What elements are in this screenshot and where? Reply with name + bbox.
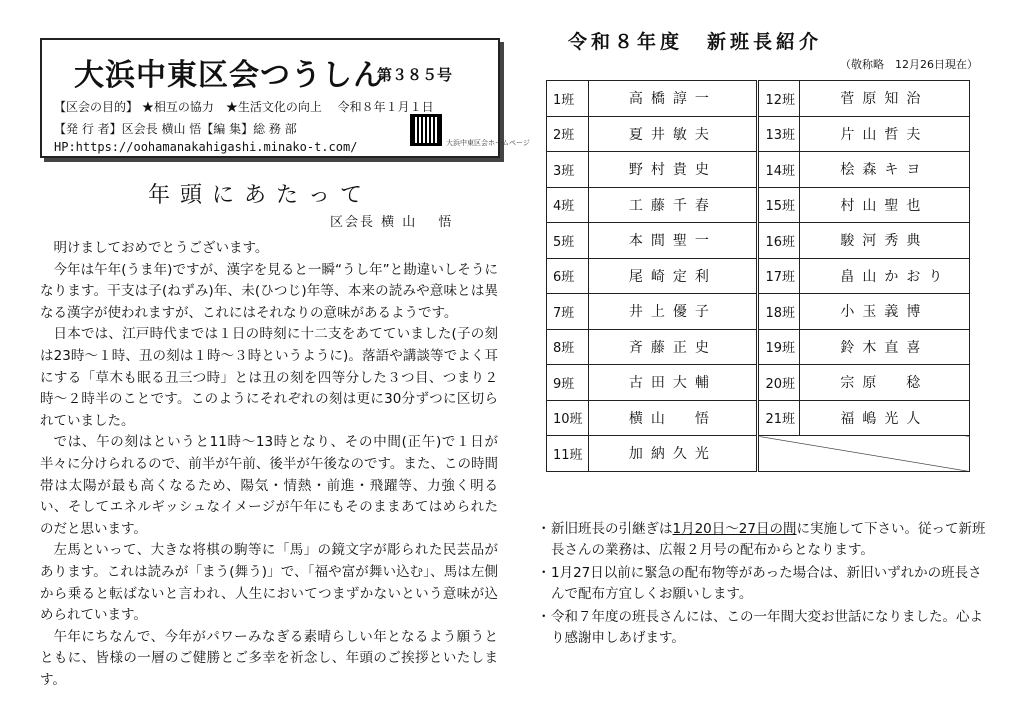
list-item — [535, 519, 990, 561]
table-row — [547, 436, 970, 472]
purpose-line: 【区会の目的】 ★相互の協力 ★生活文化の向上 令和８年１月１日 — [54, 100, 434, 114]
note-text: に実施して下さい。従って新班長さんの業務は、広報２月号の配布からとなります。 — [551, 521, 986, 558]
table-row — [547, 81, 970, 117]
leader-name: 菅原知治 — [800, 81, 970, 117]
group-number: 12班 — [758, 81, 800, 117]
publisher-line: 【発 行 者】区会長 横山 悟【編 集】総 務 部 — [54, 122, 297, 136]
group-number: 6班 — [547, 258, 589, 294]
leader-name: 高橋諄一 — [588, 81, 758, 117]
notes-list — [535, 519, 990, 651]
table-row — [547, 329, 970, 365]
greeting-author: 区会長 横 山 悟 — [330, 215, 454, 230]
group-number: 15班 — [758, 187, 800, 223]
masthead-box — [40, 38, 530, 158]
group-number: 20班 — [758, 365, 800, 401]
leader-name: 古田大輔 — [588, 365, 758, 401]
qr-caption: 大浜中東区会ホームページ — [446, 139, 530, 147]
note-text: 1月27日以前に緊急の配布物等があった場合は、新旧いずれかの班長さんで配布方宜しくお願いします。 — [551, 565, 982, 602]
paragraph: では、午の刻はというと11時～13時となり、その中間(正午)で１日が半々に分けられるので、前半が午前、後半が午後なのです。また、この時間帯は太陽が最も高くなるため、陽気・情熱・前進・飛躍等、力強く明るい、そしてエネルギッシュなイメージが午年にもそのままあてはめられたのだと思います。 — [40, 434, 498, 537]
leader-name: 片山哲夫 — [800, 116, 970, 152]
table-row — [547, 116, 970, 152]
list-item — [535, 563, 990, 605]
group-number: 7班 — [547, 294, 589, 330]
paragraph: 日本では、江戸時代までは１日の時刻に十二支をあてていました(子の刻は23時～１時、丑の刻は１時～３時というように)。落語や講談等でよく耳にする「草木も眠る丑三つ時」とは丑の刻を四等分した３つ目、つまり２時～２時半のことです。このようにそれぞれの刻は更に30分ずつに区切られていました。 — [40, 326, 498, 429]
greeting-title: 年頭にあたって — [148, 183, 373, 208]
table-row — [547, 223, 970, 259]
paragraph: 左馬といって、大きな将棋の駒等に「馬」の鏡文字が彫られた民芸品があります。これは読みが「まう(舞う)」で、「福や富が舞い込む」、馬は左側から乗ると転ばないと言われ、人生においてつまずかないという意味が込められています。 — [40, 542, 498, 624]
bullet-icon: ・ — [537, 609, 551, 625]
leader-name: 駿河秀典 — [800, 223, 970, 259]
roster-table — [546, 80, 970, 472]
roster-title-main: 新班長紹介 — [707, 31, 823, 53]
leader-name: 横山 悟 — [588, 400, 758, 436]
leader-name: 尾崎定利 — [588, 258, 758, 294]
leader-name: 宗原 稔 — [800, 365, 970, 401]
bullet-icon: ・ — [537, 565, 551, 581]
roster-note: （敬称略 12月26日現在） — [840, 58, 978, 71]
roster-title-year: 令和８年度 — [568, 31, 684, 53]
group-number: 17班 — [758, 258, 800, 294]
leader-name: 加納久光 — [588, 436, 758, 472]
newsletter-title: 大浜中東区会つうしん — [74, 58, 384, 93]
group-number: 11班 — [547, 436, 589, 472]
table-row — [547, 258, 970, 294]
group-number: 3班 — [547, 152, 589, 188]
table-row — [547, 400, 970, 436]
paragraph: 今年は午年(うま年)ですが、漢字を見ると一瞬“うし年”と勘違いしそうになります。干支は子(ねずみ)年、未(ひつじ)年等、本来の読みや意味とは異なる漢字が使われますが、これにはそれなりの意味があるようです。 — [40, 261, 498, 321]
leader-name: 本間聖一 — [588, 223, 758, 259]
group-number: 2班 — [547, 116, 589, 152]
group-number: 4班 — [547, 187, 589, 223]
group-number: 14班 — [758, 152, 800, 188]
table-row — [547, 365, 970, 401]
group-number: 9班 — [547, 365, 589, 401]
group-number: 19班 — [758, 329, 800, 365]
group-number: 8班 — [547, 329, 589, 365]
note-text: 新旧班長の引継ぎは — [551, 521, 673, 537]
group-number: 16班 — [758, 223, 800, 259]
note-text: 令和７年度の班長さんには、この一年間大変お世話になりました。心より感謝申しあげます。 — [551, 609, 983, 646]
qr-code-icon[interactable] — [410, 114, 442, 146]
paragraph: 明けましておめでとうございます。 — [53, 240, 269, 256]
group-number: 10班 — [547, 400, 589, 436]
group-number: 5班 — [547, 223, 589, 259]
roster-title — [568, 27, 822, 54]
paragraph: 午年にちなんで、今年がパワーみなぎる素晴らしい年となるよう願うとともに、皆様の一層のご健勝とご多幸を祈念し、年頭のご挨拶といたします。 — [40, 628, 498, 688]
bullet-icon: ・ — [537, 521, 551, 537]
leader-name: 村山聖也 — [800, 187, 970, 223]
leader-name: 鈴木直喜 — [800, 329, 970, 365]
leader-name: 井上優子 — [588, 294, 758, 330]
greeting-body — [40, 238, 498, 691]
table-row — [547, 152, 970, 188]
leader-name: 斉藤正史 — [588, 329, 758, 365]
list-item — [535, 607, 990, 649]
leader-name: 野村貴史 — [588, 152, 758, 188]
table-row — [547, 187, 970, 223]
group-number: 21班 — [758, 400, 800, 436]
table-row — [547, 294, 970, 330]
group-number: 1班 — [547, 81, 589, 117]
issue-number: 第３８５号 — [377, 66, 453, 84]
group-number: 13班 — [758, 116, 800, 152]
leader-name: 福嶋光人 — [800, 400, 970, 436]
leader-name: 工藤千春 — [588, 187, 758, 223]
homepage-url[interactable]: HP:https://oohamanakahigashi.minako-t.com/ — [54, 140, 358, 154]
leader-name: 畠山かおり — [800, 258, 970, 294]
leader-name: 小玉義博 — [800, 294, 970, 330]
empty-cell — [758, 436, 970, 472]
group-number: 18班 — [758, 294, 800, 330]
leader-name: 夏井敏夫 — [588, 116, 758, 152]
leader-name: 桧森キヨ — [800, 152, 970, 188]
handover-period: 1月20日～27日の間 — [672, 521, 797, 537]
